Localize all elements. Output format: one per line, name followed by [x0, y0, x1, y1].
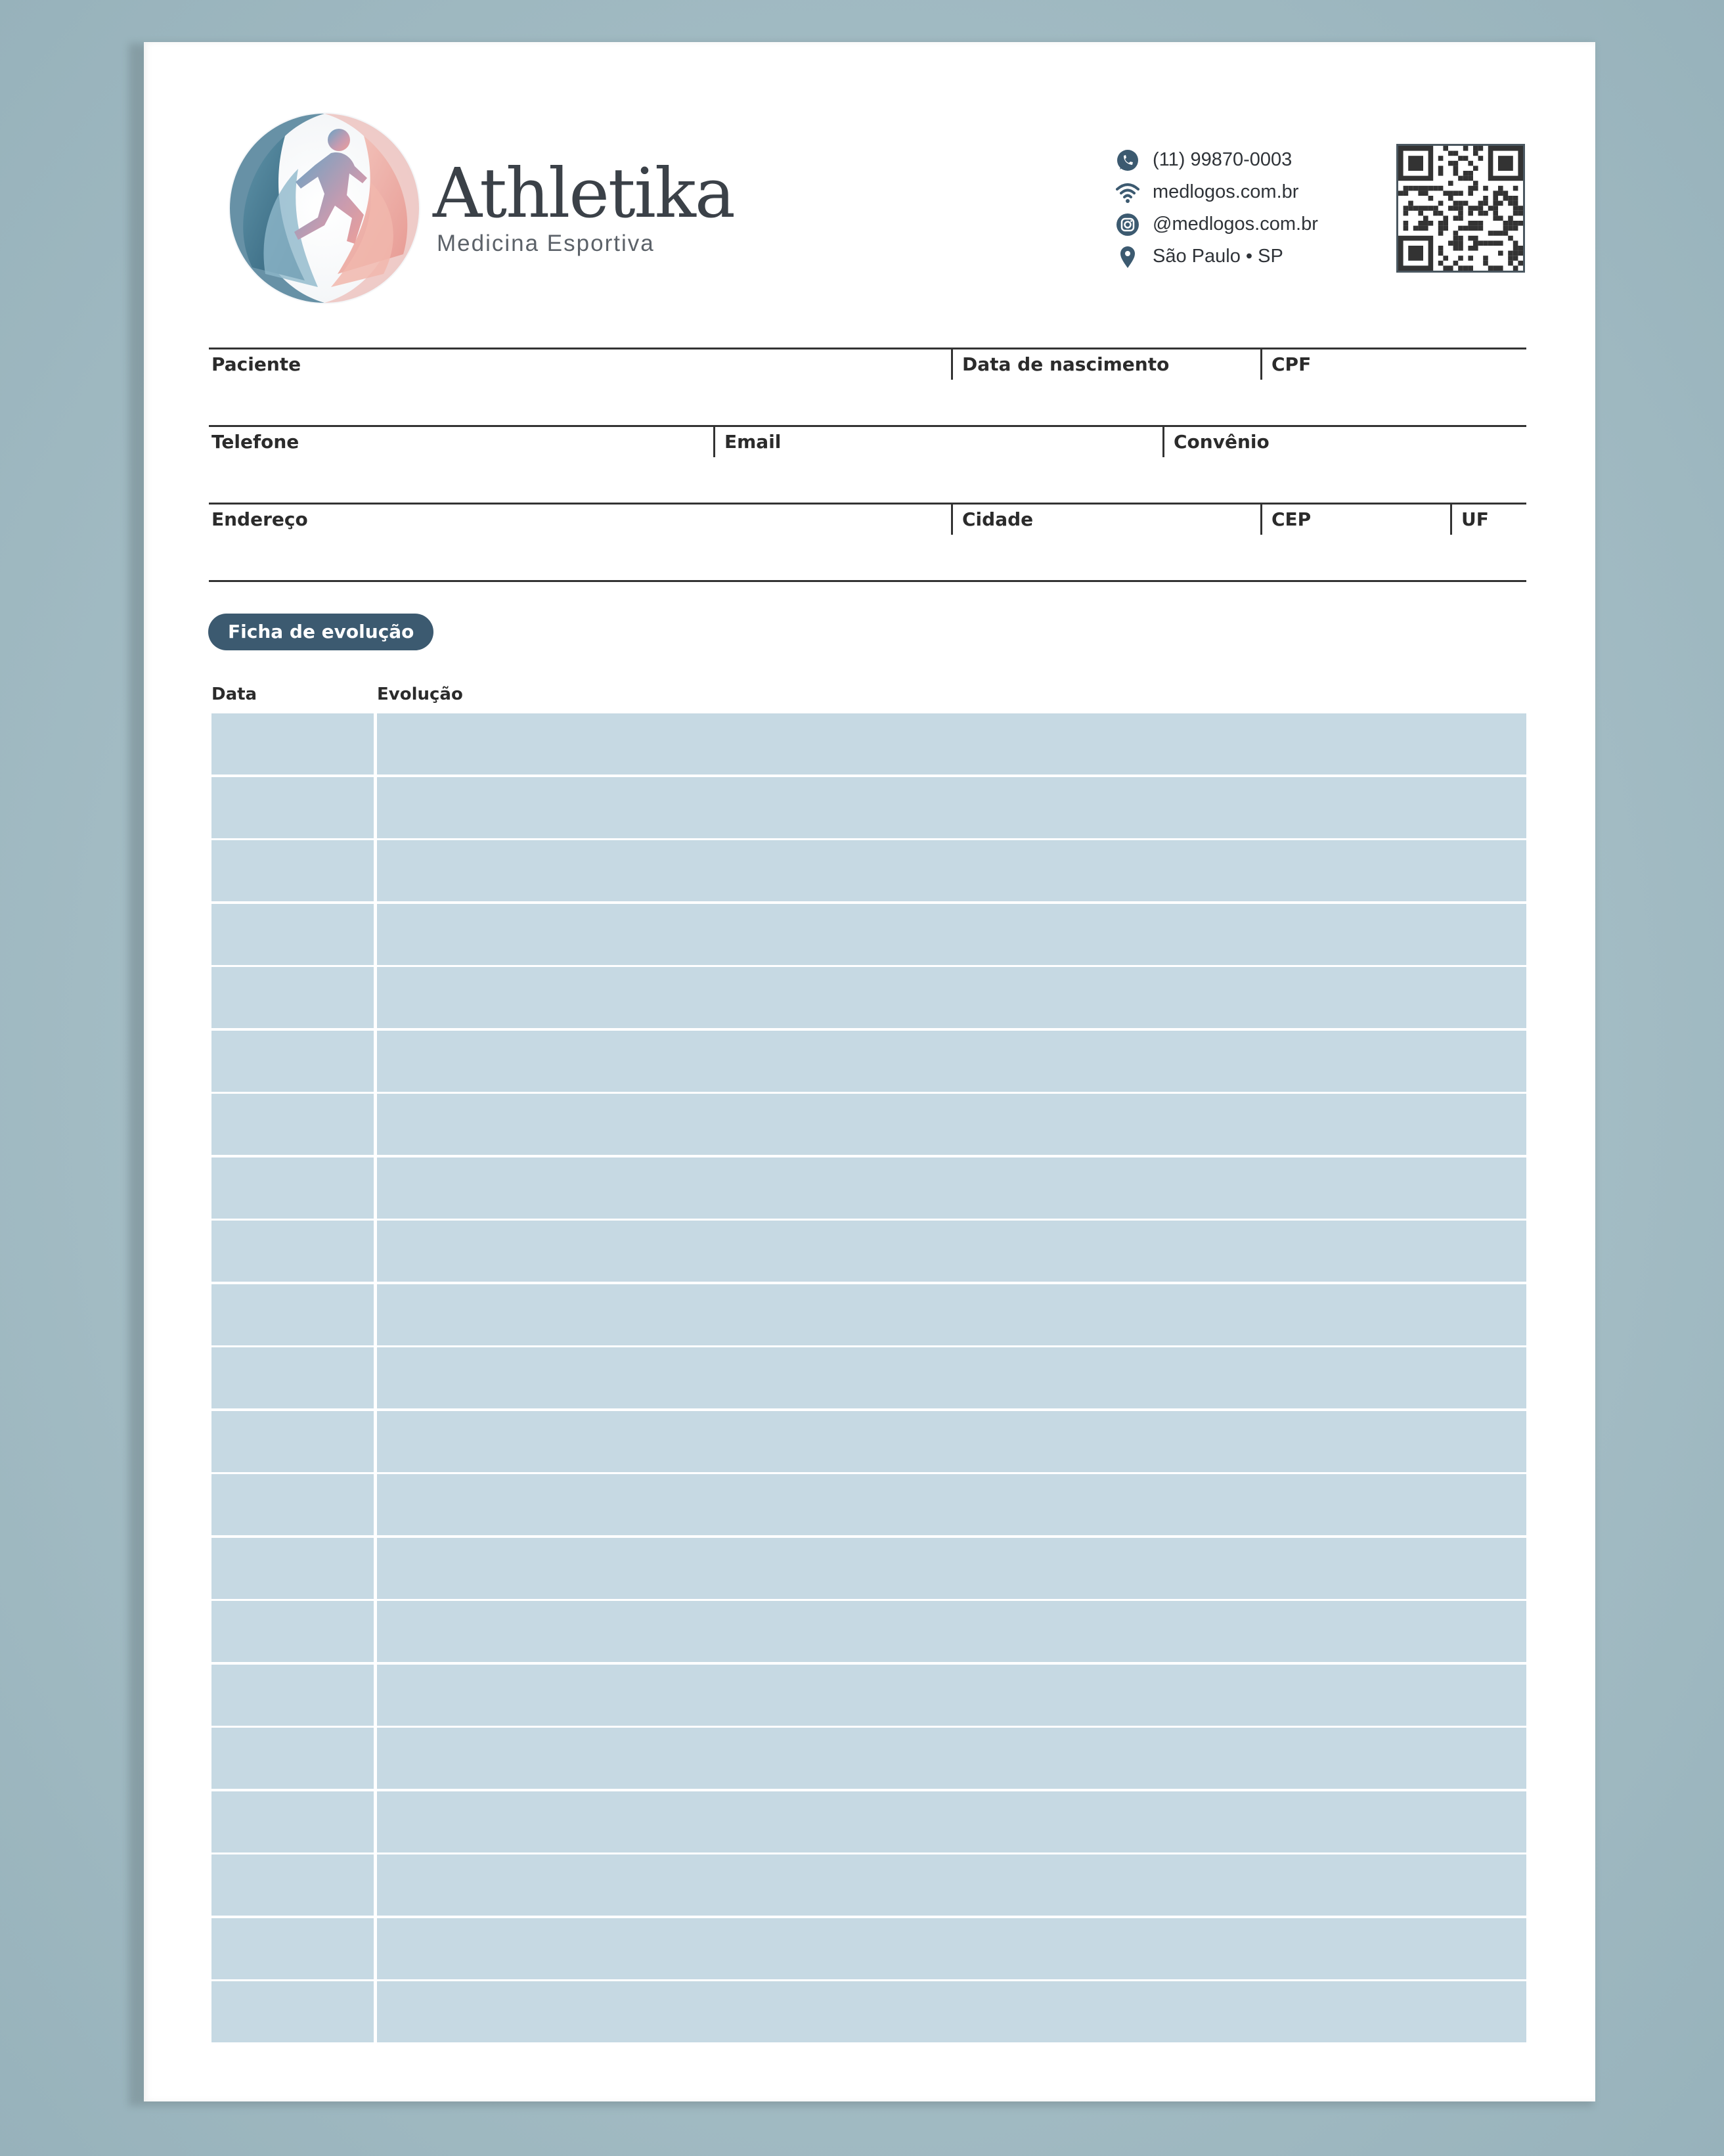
- brand-name: Athletika: [433, 153, 734, 233]
- field-label-convenio[interactable]: Convênio: [1162, 427, 1270, 457]
- form-row-contact: [209, 425, 1526, 505]
- table-row: [211, 1474, 1526, 1538]
- date-cell[interactable]: [211, 1728, 374, 1789]
- date-cell[interactable]: [211, 1094, 374, 1155]
- date-cell[interactable]: [211, 1284, 374, 1345]
- evolution-cell[interactable]: [377, 1347, 1526, 1408]
- date-cell[interactable]: [211, 1157, 374, 1219]
- evolution-cell[interactable]: [377, 1538, 1526, 1599]
- column-header-date: Data: [211, 685, 257, 704]
- date-cell[interactable]: [211, 1347, 374, 1408]
- section-title-pill: Ficha de evolução: [208, 614, 433, 650]
- table-row: [211, 1284, 1526, 1348]
- date-cell[interactable]: [211, 1791, 374, 1853]
- evolution-cell[interactable]: [377, 1031, 1526, 1092]
- field-label-cidade[interactable]: Cidade: [951, 505, 1033, 535]
- evolution-cell[interactable]: [377, 1854, 1526, 1916]
- table-row: [211, 904, 1526, 968]
- brand-subtitle: Medicina Esportiva: [437, 231, 655, 256]
- contact-text: @medlogos.com.br: [1153, 213, 1318, 235]
- table-row: [211, 777, 1526, 841]
- date-cell[interactable]: [211, 1474, 374, 1535]
- table-row: [211, 1981, 1526, 2045]
- table-row: [211, 1221, 1526, 1284]
- evolution-cell[interactable]: [377, 1221, 1526, 1282]
- table-row: [211, 1347, 1526, 1411]
- evolution-cell[interactable]: [377, 904, 1526, 965]
- table-row: [211, 1854, 1526, 1918]
- contact-text: São Paulo • SP: [1153, 246, 1283, 267]
- date-cell[interactable]: [211, 1538, 374, 1599]
- table-row: [211, 1728, 1526, 1791]
- date-cell[interactable]: [211, 777, 374, 838]
- evolution-cell[interactable]: [377, 967, 1526, 1028]
- instagram-icon: [1115, 212, 1141, 238]
- date-cell[interactable]: [211, 713, 374, 775]
- evolution-cell[interactable]: [377, 713, 1526, 775]
- contact-text: medlogos.com.br: [1153, 181, 1299, 202]
- date-cell[interactable]: [211, 1031, 374, 1092]
- contact-text: (11) 99870-0003: [1153, 149, 1293, 170]
- form-bottom-line: [209, 580, 1526, 582]
- field-label-paciente[interactable]: Paciente: [211, 353, 301, 375]
- field-label-telefone[interactable]: Telefone: [211, 431, 299, 453]
- table-row: [211, 1031, 1526, 1094]
- qr-code-icon: [1396, 144, 1525, 273]
- evolution-cell[interactable]: [377, 1601, 1526, 1662]
- evolution-cell[interactable]: [377, 1918, 1526, 1979]
- contact-list: [1115, 144, 1318, 273]
- location-pin-icon: [1115, 244, 1141, 270]
- table-row: [211, 1411, 1526, 1475]
- table-row: [211, 1157, 1526, 1221]
- whatsapp-icon: [1115, 147, 1141, 173]
- column-header-evolution: Evolução: [377, 685, 463, 704]
- date-cell[interactable]: [211, 1665, 374, 1726]
- table-row: [211, 1094, 1526, 1157]
- date-cell[interactable]: [211, 1221, 374, 1282]
- evolution-form-sheet: [144, 42, 1595, 2101]
- table-row: [211, 967, 1526, 1031]
- contact-website[interactable]: [1115, 176, 1318, 208]
- date-cell[interactable]: [211, 904, 374, 965]
- table-row: [211, 1791, 1526, 1855]
- form-row-address: [209, 503, 1526, 582]
- date-cell[interactable]: [211, 1918, 374, 1979]
- table-row: [211, 1538, 1526, 1602]
- field-label-cpf[interactable]: CPF: [1260, 349, 1311, 380]
- date-cell[interactable]: [211, 1981, 374, 2042]
- evolution-cell[interactable]: [377, 1665, 1526, 1726]
- contact-instagram[interactable]: [1115, 208, 1318, 240]
- contact-location: [1115, 240, 1318, 273]
- table-row: [211, 1665, 1526, 1728]
- field-label-cep[interactable]: CEP: [1260, 505, 1311, 535]
- evolution-cell[interactable]: [377, 1981, 1526, 2042]
- field-label-email[interactable]: Email: [713, 427, 781, 457]
- evolution-cell[interactable]: [377, 1791, 1526, 1853]
- table-row: [211, 1918, 1526, 1982]
- field-label-endereco[interactable]: Endereço: [211, 508, 308, 530]
- evolution-cell[interactable]: [377, 777, 1526, 838]
- field-label-uf[interactable]: UF: [1450, 505, 1489, 535]
- date-cell[interactable]: [211, 1601, 374, 1662]
- date-cell[interactable]: [211, 840, 374, 901]
- date-cell[interactable]: [211, 1854, 374, 1916]
- date-cell[interactable]: [211, 1411, 374, 1472]
- runner-emblem-icon: [226, 110, 423, 307]
- table-row: [211, 840, 1526, 904]
- evolution-cell[interactable]: [377, 1157, 1526, 1219]
- evolution-cell[interactable]: [377, 840, 1526, 901]
- evolution-cell[interactable]: [377, 1094, 1526, 1155]
- evolution-cell[interactable]: [377, 1411, 1526, 1472]
- wifi-icon: [1115, 179, 1141, 206]
- form-row-patient: [209, 348, 1526, 427]
- evolution-cell[interactable]: [377, 1284, 1526, 1345]
- table-row: [211, 713, 1526, 777]
- field-label-data-nascimento[interactable]: Data de nascimento: [951, 349, 1169, 380]
- evolution-table: [211, 713, 1526, 2045]
- date-cell[interactable]: [211, 967, 374, 1028]
- evolution-cell[interactable]: [377, 1474, 1526, 1535]
- evolution-cell[interactable]: [377, 1728, 1526, 1789]
- table-row: [211, 1601, 1526, 1665]
- contact-phone[interactable]: [1115, 144, 1318, 176]
